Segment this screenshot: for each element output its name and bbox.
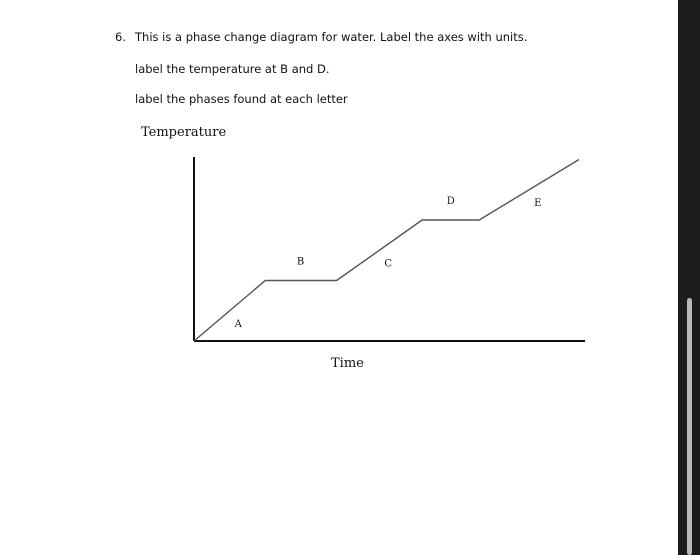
question-instruction-axes: This is a phase change diagram for water. Label the axes with units. [135, 30, 528, 44]
x-axis-label: Time [331, 356, 364, 371]
segment-label-a: A [234, 318, 242, 330]
y-axis-label: Temperature [141, 125, 227, 140]
scrollbar-thumb[interactable] [687, 298, 692, 555]
question-instruction-phases: label the phases found at each letter [135, 92, 348, 106]
question-number: 6. [115, 30, 126, 44]
heating-curve [194, 160, 579, 342]
segment-label-e: E [534, 197, 542, 209]
segment-label-d: D [446, 196, 455, 207]
segment-label-b: B [296, 256, 305, 268]
question-instruction-temperature: label the temperature at B and D. [135, 62, 330, 76]
segment-label-c: C [384, 258, 393, 270]
